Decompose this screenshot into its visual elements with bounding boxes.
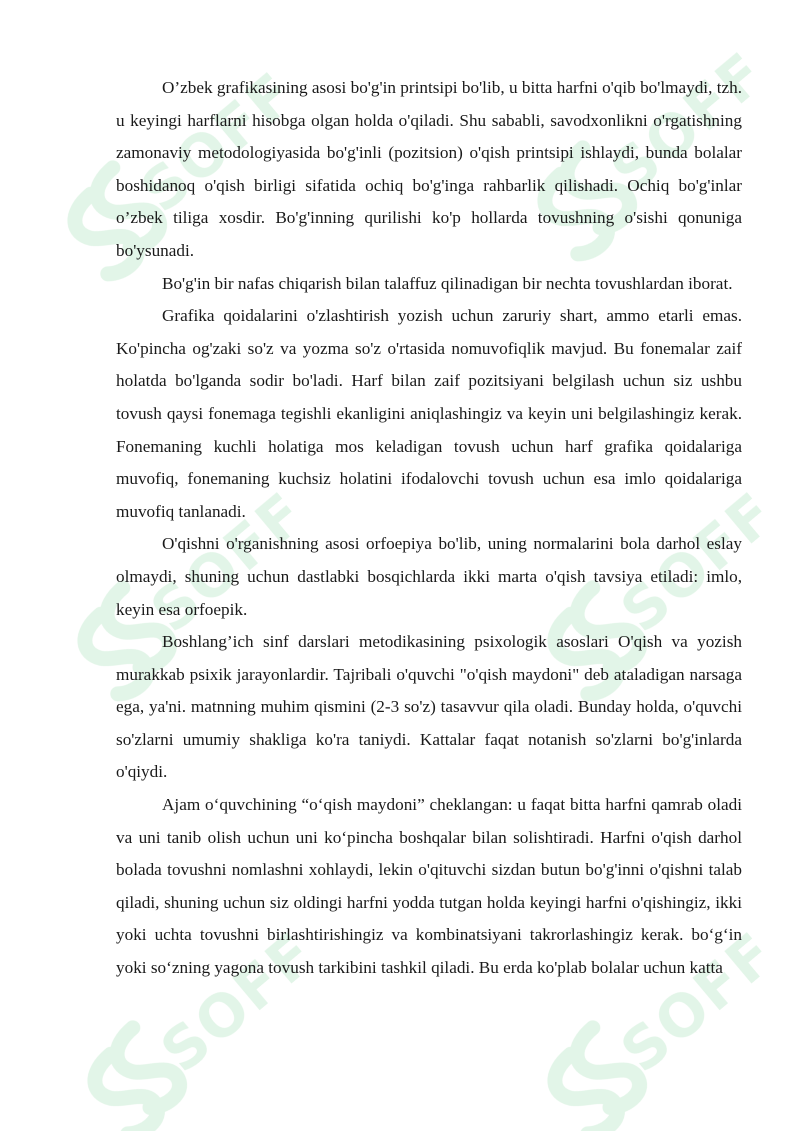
paragraph-4: O'qishni o'rganishning asosi orfoepiya bo'lib, uning normalarini bola darhol eslay olmaydi, shuning uchun dastlabki bosqichlarda ikki marta o'qish tavsiya etiladi: imlo, keyin esa orfoepik. bbox=[116, 534, 742, 619]
paragraph-1: O’zbek grafikasining asosi bo'g'in printsipi bo'lib, u bitta harfni o'qib bo'lmaydi, tzh. u keyingi harflarni hisobga olgan holda o'qiladi. Shu sababli, savodxonlikni o'rgatishning zamonaviy metodologiyasida bo'g'inli (pozitsion) o'qish printsipi ishlaydi, bunda bolalar boshidanoq o'qish birligi sifatida ochiq bo'g'inga rahbarlik qilishadi. Ochiq bo'g'inlar o’zbek tiliga xosdir. Bo'g'inning qurilishi ko'p hollarda tovushning o'sishi qonuniga bo'ysunadi. bbox=[116, 78, 742, 260]
paragraph-3: Grafika qoidalarini o'zlashtirish yozish uchun zaruriy shart, ammo etarli emas. Ko'pincha og'zaki so'z va yozma so'z o'rtasida nomuvofiqlik mavjud. Bu fonemalar zaif holatda bo'lganda sodir bo'ladi. Harf bilan zaif pozitsiyani belgilash uchun siz ushbu tovush qaysi fonemaga tegishli ekanligini aniqlashingiz va keyin uni belgilashingiz kerak. Fonemaning kuchli holatiga mos keladigan tovush uchun harf grafika qoidalariga muvofiq, fonemaning kuchsiz holatini ifodalovchi tovush uchun esa imlo qoidalariga muvofiq tanlanadi. bbox=[116, 306, 742, 521]
paragraph-6: Ajam o‘quvchining “o‘qish maydoni” cheklangan: u faqat bitta harfni qamrab oladi va uni tanib olish uchun uni ko‘pincha boshqalar bilan solishtiradi. Harfni o'qish darhol bolada tovushni nomlashni xohlaydi, lekin o'qituvchi sizdan butun bo'g'inni o'qishni talab qiladi, shuning uchun siz oldingi harfni yodda tutgan holda keyingi harfni o'qishingiz, ikki yoki uchta tovushni birlashtirishingiz va kombinatsiyani takrorlashingiz kerak. bo‘g‘in yoki so‘zning yagona tovush tarkibini tashkil qiladi. Bu erda ko'plab bolalar uchun katta bbox=[116, 795, 742, 978]
document-body bbox=[116, 72, 742, 985]
paragraph-2: Bo'g'in bir nafas chiqarish bilan talaffuz qilinadigan bir nechta tovushlardan iborat. bbox=[162, 273, 733, 293]
paragraph-5: Boshlang’ich sinf darslari metodikasining psixologik asoslari O'qish va yozish murakkab psixik jarayonlardir. Tajribali o'quvchi "o'qish maydoni" deb ataladigan narsaga ega, ya'ni. matnning muhim qismini (2-3 so'z) tasavvur qila oladi. Bunday holda, o'quvchi so'zlarni umumiy shakliga ko'ra taniydi. Kattalar faqat notanish so'zlarni bo'g'inlarda o'qiydi. bbox=[116, 632, 742, 782]
watermark-layer: SOFF bbox=[0, 0, 800, 1131]
